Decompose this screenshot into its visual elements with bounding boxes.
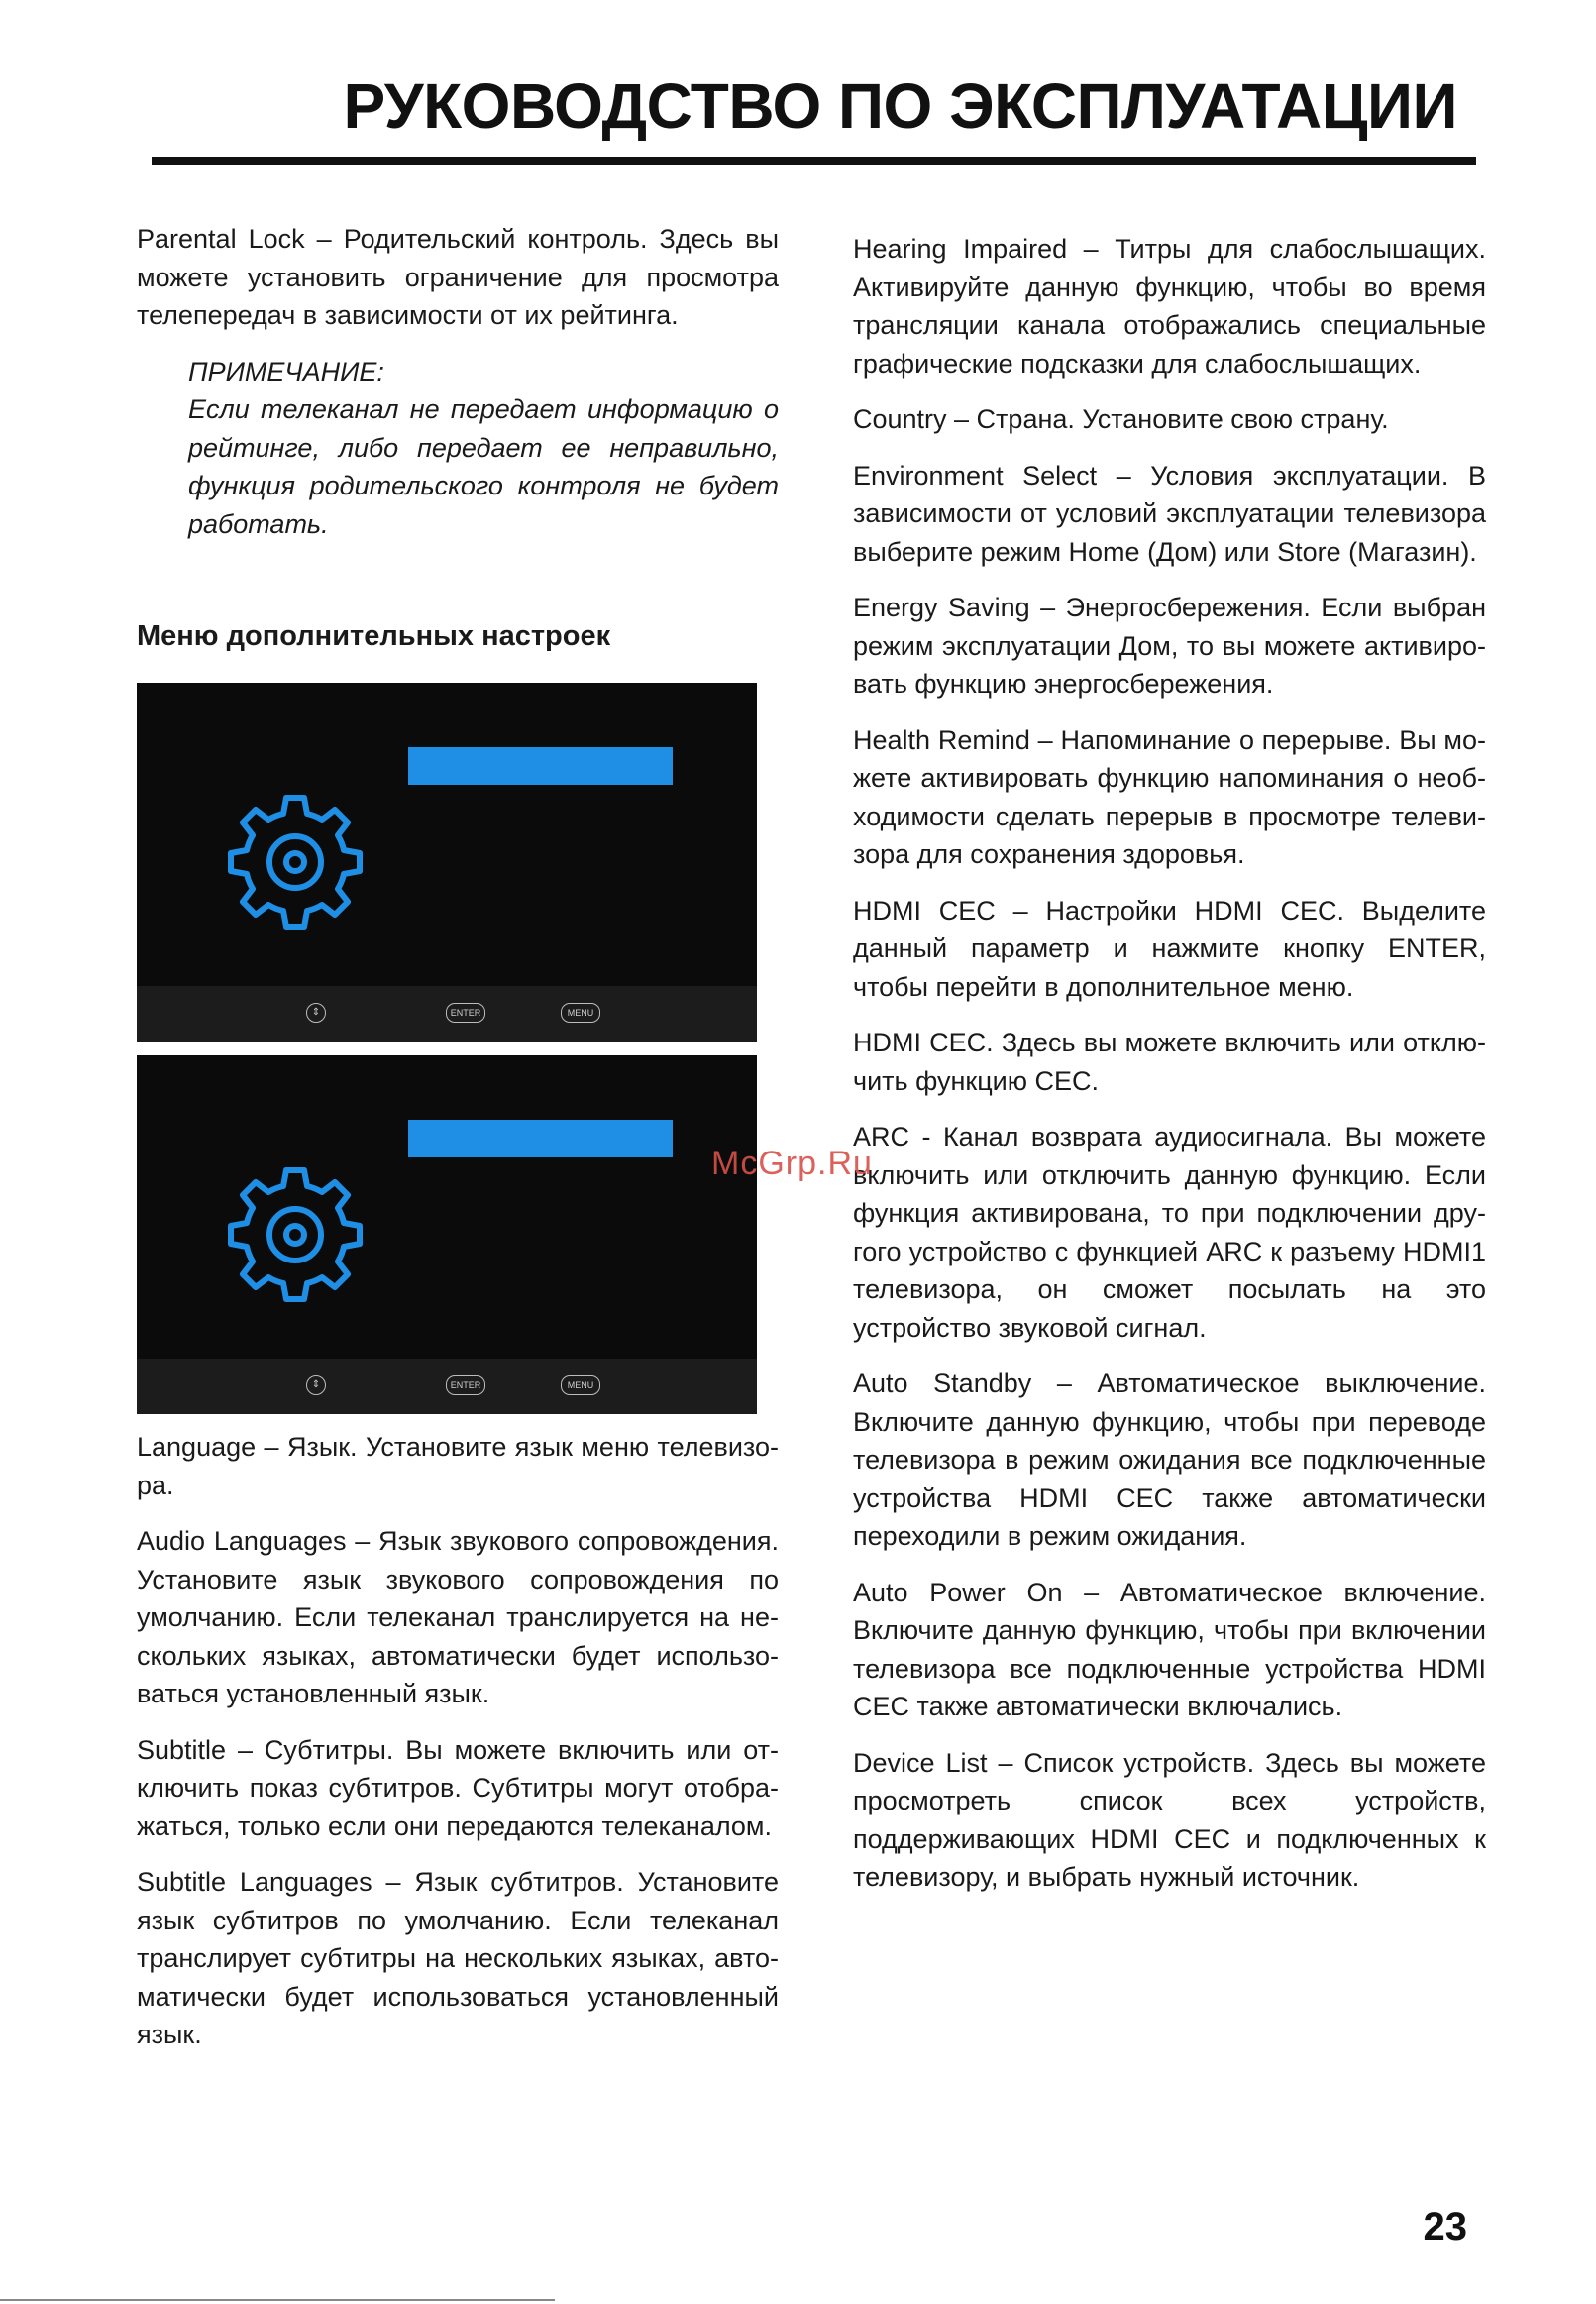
audio-languages-paragraph: Audio Languages – Язык звукового сопровождения. Установите язык звукового сопровождения по умолчанию. Если телеканал транслируется на нескольких языках, автоматически будет использоваться установленный язык. [137, 1526, 779, 1708]
note-text: Если телеканал не передает информацию о рейтинге, либо передает ее неправильно, функция родительского контроля не будет работать. [188, 394, 779, 539]
menu-footer-bar [137, 986, 757, 1042]
menu-key-label: MENU [561, 1003, 600, 1023]
left-column [137, 220, 779, 2072]
page-header-title: РУКОВОДСТВО ПО ЭКСПЛУАТАЦИИ [343, 70, 1457, 142]
hdmi-cec-settings-paragraph: HDMI CEC – Настройки HDMI CEC. Выделите данный параметр и нажмите кнопку ENTER, чтобы перейти в дополнительное меню. [853, 895, 1486, 1002]
note-label: ПРИМЕЧАНИЕ: [188, 356, 384, 386]
enter-key-label: ENTER [446, 1375, 485, 1395]
arc-paragraph: ARC - Канал возврата аудиосигнала. Вы можете включить или отключить данную функцию. Если функция активирована, то при подключении другого устройство с функцией ARC к разъему HDMI1 телевизора, он сможет посылать на это устройство звуковой сигнал. [853, 1122, 1486, 1343]
country-paragraph: Country – Страна. Установите свою страну. [853, 404, 1389, 434]
enter-key-label: ENTER [446, 1003, 485, 1023]
page-number: 23 [1423, 2205, 1467, 2249]
parental-lock-paragraph: Parental Lock – Родительский контроль. Здесь вы можете установить ограничение для просмотра телепередач в зависимости от их рейтинга. [137, 224, 779, 330]
language-paragraph: Language – Язык. Установите язык меню телевизора. [137, 1432, 779, 1500]
health-remind-paragraph: Health Remind – Напоминание о перерыве. Вы можете активировать функцию напоминания о необходимости сделать перерыв в просмотре телевизора для сохранения здоровья. [853, 724, 1486, 869]
menu-highlight-bar [408, 1120, 673, 1157]
tv-menu-screenshot-2 [137, 1055, 757, 1414]
subtitle-languages-paragraph: Subtitle Languages – Язык субтитров. Установите язык субтитров по умолчанию. Если телеканал транслирует субтитры на нескольких языках, автоматически будет использоваться установленный язык. [137, 1867, 779, 2049]
tv-menu-screenshot-1 [137, 683, 757, 1042]
subtitle-paragraph: Subtitle – Субтитры. Вы можете включить или отключить показ субтитров. Субтитры могут отображаться, только если они передаются телеканалом. [137, 1734, 779, 1841]
auto-power-on-paragraph: Auto Power On – Автоматическое включение. Включите данную функцию, чтобы при включении телевизора все подключенные устройства HDMI CEC также автоматически включались. [853, 1577, 1486, 1721]
right-column [853, 230, 1486, 1915]
menu-key-label: MENU [561, 1375, 600, 1395]
header-rule [152, 157, 1476, 165]
nav-key-icon: ⇕ [306, 1003, 326, 1023]
gear-icon [216, 780, 374, 938]
environment-select-paragraph: Environment Select – Условия эксплуатации. В зависимости от условий эксплуатации телевизора выберите режим Home (Дом) или Store (Магазин). [853, 460, 1486, 567]
menu-highlight-bar [408, 747, 673, 785]
energy-saving-paragraph: Energy Saving – Энергосбережения. Если выбран режим эксплуатации Дом, то вы можете активировать функцию энергосбережения. [853, 593, 1486, 699]
nav-key-icon: ⇕ [306, 1375, 326, 1395]
hearing-impaired-paragraph: Hearing Impaired – Титры для слабослышащих. Активируйте данную функцию, чтобы во время трансляции канала отображались специальные графические подсказки для слабослышащих. [853, 234, 1486, 379]
watermark: McGrp.Ru [711, 1145, 873, 1182]
auto-standby-paragraph: Auto Standby – Автоматическое выключение. Включите данную функцию, чтобы при переводе телевизора в режим ожидания все подключенные устройства HDMI CEC также автоматически переходили в режим ожидания. [853, 1369, 1486, 1551]
gear-icon [216, 1152, 374, 1311]
bottom-rule [0, 2299, 555, 2301]
menu-footer-bar [137, 1359, 757, 1414]
section-heading: Меню дополнительных настроек [137, 620, 611, 652]
note-block [188, 353, 779, 544]
device-list-paragraph: Device List – Список устройств. Здесь вы можете просмотреть список всех устройств, поддерживающих HDMI CEC и подключенных к телевизору, и выбрать нужный источник. [853, 1747, 1486, 1892]
hdmi-cec-paragraph: HDMI CEC. Здесь вы можете включить или отключить функцию CEC. [853, 1028, 1486, 1096]
